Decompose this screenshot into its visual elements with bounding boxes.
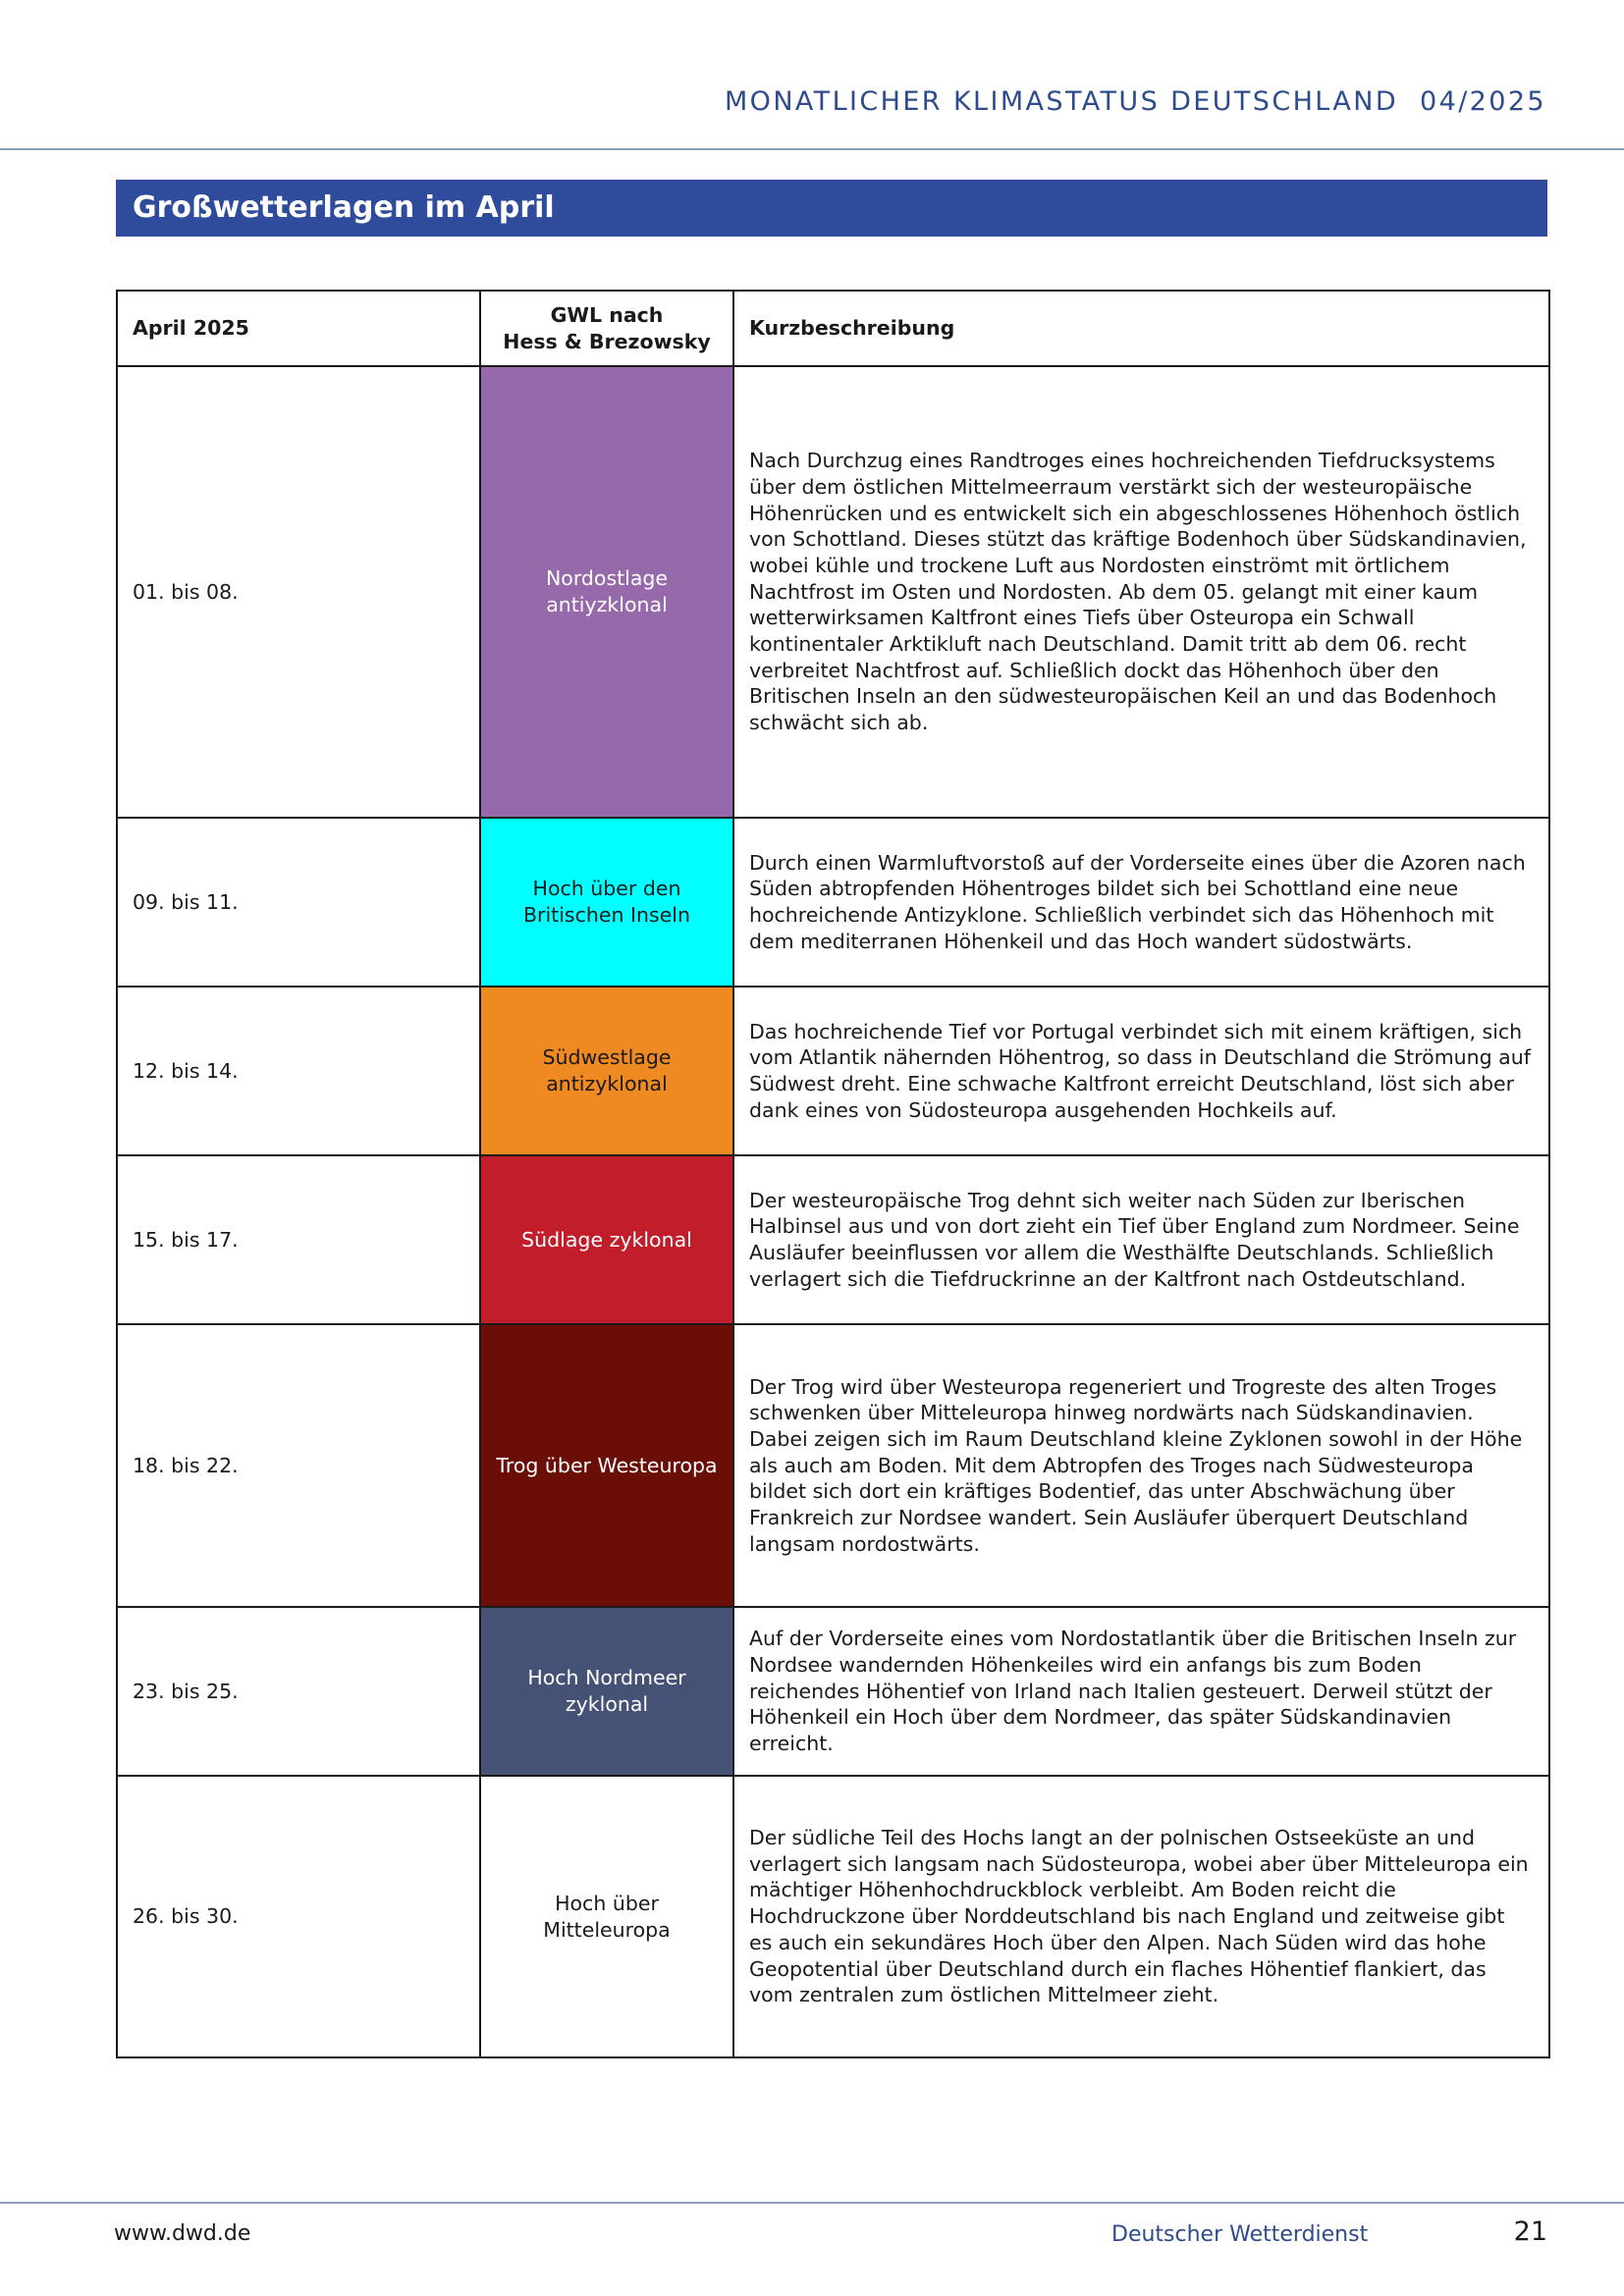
table-row: [117, 1155, 1549, 1324]
header-issue: 04/2025: [1420, 86, 1546, 117]
table-row: [117, 366, 1549, 818]
footer-organization: Deutscher Wetterdienst: [1111, 2222, 1369, 2247]
period-cell: 23. bis 25.: [117, 1607, 480, 1776]
section-title-bar: [116, 180, 1547, 237]
header-title: MONATLICHER KLIMASTATUS DEUTSCHLAND: [724, 86, 1399, 117]
footer-website: www.dwd.de: [114, 2221, 251, 2246]
period-cell: 15. bis 17.: [117, 1155, 480, 1324]
column-header-description: Kurzbeschreibung: [733, 291, 1549, 366]
table-header-row: [117, 291, 1549, 366]
section-title: Großwetterlagen im April: [133, 190, 555, 225]
table-row: [117, 1324, 1549, 1607]
gwl-cell: Hoch über den Britischen Inseln: [480, 818, 733, 987]
table-row: [117, 818, 1549, 987]
column-header-gwl: GWL nach Hess & Brezowsky: [480, 291, 733, 366]
gwl-cell: Nordostlage antiyzklonal: [480, 366, 733, 818]
description-cell: Der westeuropäische Trog dehnt sich weiter nach Süden zur Iberischen Halbinsel aus und von dort zieht ein Tief über England zum Nordmeer. Seine Ausläufer beeinflussen vor allem die Westhälfte Deutschlands. Schließlich verlagert sich die Tiefdruckrinne an der Kaltfront nach Ostdeutschland.: [733, 1155, 1549, 1324]
gwl-table: [116, 290, 1550, 2058]
table-row: [117, 1776, 1549, 2057]
gwl-cell: Hoch über Mitteleuropa: [480, 1776, 733, 2057]
table-row: [117, 987, 1549, 1155]
period-cell: 26. bis 30.: [117, 1776, 480, 2057]
footer-divider: [0, 2202, 1624, 2204]
description-cell: Das hochreichende Tief vor Portugal verbindet sich mit einem kräftigen, sich vom Atlantik nähernden Höhentrog, so dass in Deutschland die Strömung auf Südwest dreht. Eine schwache Kaltfront erreicht Deutschland, löst sich aber dank eines von Südosteuropa ausgehenden Hochkeils auf.: [733, 987, 1549, 1155]
description-cell: Der südliche Teil des Hochs langt an der polnischen Ostseeküste an und verlagert sich langsam nach Südosteuropa, wobei aber über Mitteleuropa ein mächtiger Höhenhochdruckblock verbleibt. Am Boden reicht die Hochdruckzone über Norddeutschland bis nach England und zeitweise gibt es auch ein sekundäres Hoch über den Alpen. Nach Süden wird das hohe Geopotential über Deutschland durch ein flaches Höhentief flankiert, das vom zentralen zum östlichen Mittelmeer zieht.: [733, 1776, 1549, 2057]
gwl-cell: Südlage zyklonal: [480, 1155, 733, 1324]
gwl-cell: Hoch Nordmeer zyklonal: [480, 1607, 733, 1776]
page-number: 21: [1513, 2216, 1547, 2247]
document-header: [725, 86, 1546, 117]
column-header-period: April 2025: [117, 291, 480, 366]
description-cell: Nach Durchzug eines Randtroges eines hochreichenden Tiefdrucksystems über dem östlichen Mittelmeerraum verstärkt sich der westeuropäische Höhenrücken und es entwickelt sich ein abgeschlossenes Höhenhoch östlich von Schottland. Dieses stützt das kräftige Bodenhoch über Südskandinavien, wobei kühle und trockene Luft aus Nordosten einströmt mit örtlichem Nachtfrost im Osten und Nordosten. Ab dem 05. gelangt mit einer kaum wetterwirksamen Kaltfront eines Tiefs über Osteuropa ein Schwall kontinentaler Arktikluft nach Deutschland. Damit tritt ab dem 06. recht verbreitet Nachtfrost auf. Schließlich dockt das Höhenhoch über den Britischen Inseln an den südwesteuropäischen Keil an und das Bodenhoch schwächt sich ab.: [733, 366, 1549, 818]
period-cell: 12. bis 14.: [117, 987, 480, 1155]
header-divider: [0, 148, 1624, 150]
period-cell: 09. bis 11.: [117, 818, 480, 987]
table-row: [117, 1607, 1549, 1776]
description-cell: Der Trog wird über Westeuropa regeneriert und Trogreste des alten Troges schwenken über Mitteleuropa hinweg nordwärts nach Südskandinavien. Dabei zeigen sich im Raum Deutschland kleine Zyklonen sowohl in der Höhe als auch am Boden. Mit dem Abtropfen des Troges nach Südwesteuropa bildet sich dort ein kräftiges Bodentief, das unter Abschwächung über Frankreich zur Nordsee wandert. Sein Ausläufer überquert Deutschland langsam nordostwärts.: [733, 1324, 1549, 1607]
period-cell: 18. bis 22.: [117, 1324, 480, 1607]
gwl-cell: Südwestlage antizyklonal: [480, 987, 733, 1155]
description-cell: Auf der Vorderseite eines vom Nordostatlantik über die Britischen Inseln zur Nordsee wandernden Höhenkeiles wird ein anfangs bis zum Boden reichendes Höhentief von Irland nach Italien gesteuert. Derweil stützt der Höhenkeil ein Hoch über dem Nordmeer, das später Südskandinavien erreicht.: [733, 1607, 1549, 1776]
description-cell: Durch einen Warmluftvorstoß auf der Vorderseite eines über die Azoren nach Süden abtropfenden Höhentroges bildet sich bei Schottland eine neue hochreichende Antizyklone. Schließlich verbindet sich das Höhenhoch mit dem mediterranen Höhenkeil und das Hoch wandert südostwärts.: [733, 818, 1549, 987]
period-cell: 01. bis 08.: [117, 366, 480, 818]
gwl-cell: Trog über Westeuropa: [480, 1324, 733, 1607]
